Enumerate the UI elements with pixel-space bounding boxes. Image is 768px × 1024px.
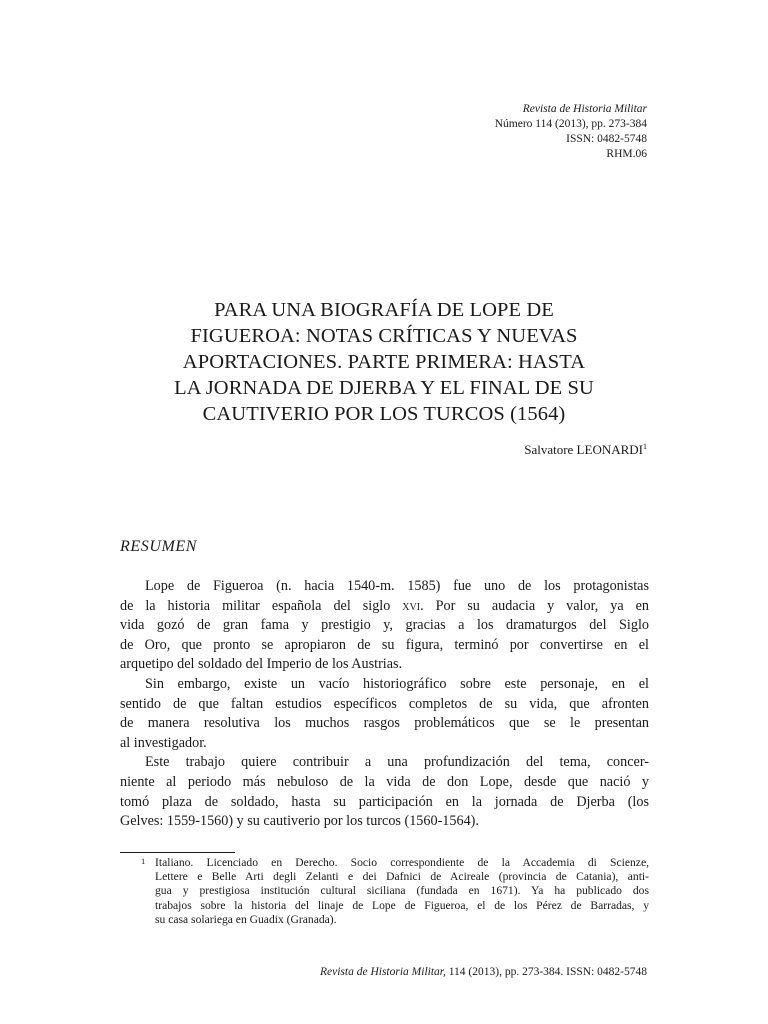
article-title: [120, 297, 648, 427]
journal-issue: Número 114 (2013), pp. 273-384: [494, 118, 647, 130]
footnote-line: trabajos sobre la historia del linaje de Lope de Figueroa, el de los Pérez de Barradas, y: [155, 898, 649, 912]
text-line: de manera resolutiva los muchos rasgos problemáticos que se le presentan: [120, 715, 649, 732]
journal-header: [495, 102, 647, 162]
footer-journal-name: Revista de Historia Militar,: [320, 966, 446, 978]
title-line: LA JORNADA DE DJERBA Y EL FINAL DE SU: [174, 377, 594, 399]
text-line: de la historia militar española del siglo xvi. Por su audacia y valor, ya en: [120, 597, 649, 614]
article-code: RHM.06: [606, 148, 647, 160]
running-footer: [320, 966, 647, 978]
footnote-line: Lettere e Belle Arti degli Zelanti e dei Dafnici de Acireale (provincia de Catania), anti-: [155, 870, 649, 884]
text-line: al investigador.: [120, 734, 207, 751]
text-line: tomó plaza de soldado, hasta su participación en la jornada de Djerba (los: [120, 793, 649, 810]
footnote-separator: [120, 852, 235, 853]
author-line: [524, 442, 647, 458]
text-line: Este trabajo quiere contribuir a una profundización del tema, concer-: [145, 754, 649, 771]
footer-citation: 114 (2013), pp. 273-384. ISSN: 0482-5748: [445, 966, 647, 978]
abstract-body: [120, 577, 649, 832]
author-name: Salvatore LEONARDI: [524, 442, 643, 457]
abstract-paragraph-1: [120, 577, 649, 675]
footnote-line: su casa solariega en Guadix (Granada).: [155, 912, 337, 926]
footnote-number: 1: [141, 856, 146, 866]
century-numeral: xvi: [402, 597, 421, 614]
title-line: CAUTIVERIO POR LOS TURCOS (1564): [202, 403, 566, 425]
text-line: niente al periodo más nebuloso de la vida de don Lope, desde que nació y: [120, 773, 649, 790]
author-footnote-mark[interactable]: 1: [643, 442, 647, 451]
title-line: PARA UNA BIOGRAFÍA DE LOPE DE: [214, 299, 554, 321]
title-line: FIGUEROA: NOTAS CRÍTICAS Y NUEVAS: [190, 325, 578, 347]
text-line: arquetipo del soldado del Imperio de los Austrias.: [120, 656, 403, 673]
footnote-line: gua y prestigiosa institución cultural siciliana (fundada en 1671). Ya ha publicado dos: [155, 884, 649, 898]
text-line: Gelves: 1559-1560) y su cautiverio por los turcos (1560-1564).: [120, 813, 479, 830]
text-line: de Oro, que pronto se apropiaron de su figura, terminó por convertirse en el: [120, 636, 649, 653]
footnote-1: [141, 856, 649, 927]
title-line: APORTACIONES. PARTE PRIMERA: HASTA: [182, 351, 586, 373]
journal-name: Revista de Historia Militar: [522, 103, 647, 115]
abstract-heading: RESUMEN: [120, 538, 198, 555]
text-line: Lope de Figueroa (n. hacia 1540-m. 1585) fue uno de los protagonistas: [145, 578, 649, 594]
text-line: Sin embargo, existe un vacío historiográfico sobre este personaje, en el: [145, 675, 649, 692]
footnote-line: Italiano. Licenciado en Derecho. Socio correspondiente de la Accademia di Scienze,: [155, 856, 649, 869]
text-line: vida gozó de gran fama y prestigio y, gracias a los dramaturgos del Siglo: [120, 617, 649, 634]
text-line: sentido de que faltan estudios específicos completos de su vida, que afronten: [120, 695, 649, 712]
journal-issn: ISSN: 0482-5748: [566, 133, 647, 145]
abstract-paragraph-2: [120, 675, 649, 753]
abstract-paragraph-3: [120, 753, 649, 831]
